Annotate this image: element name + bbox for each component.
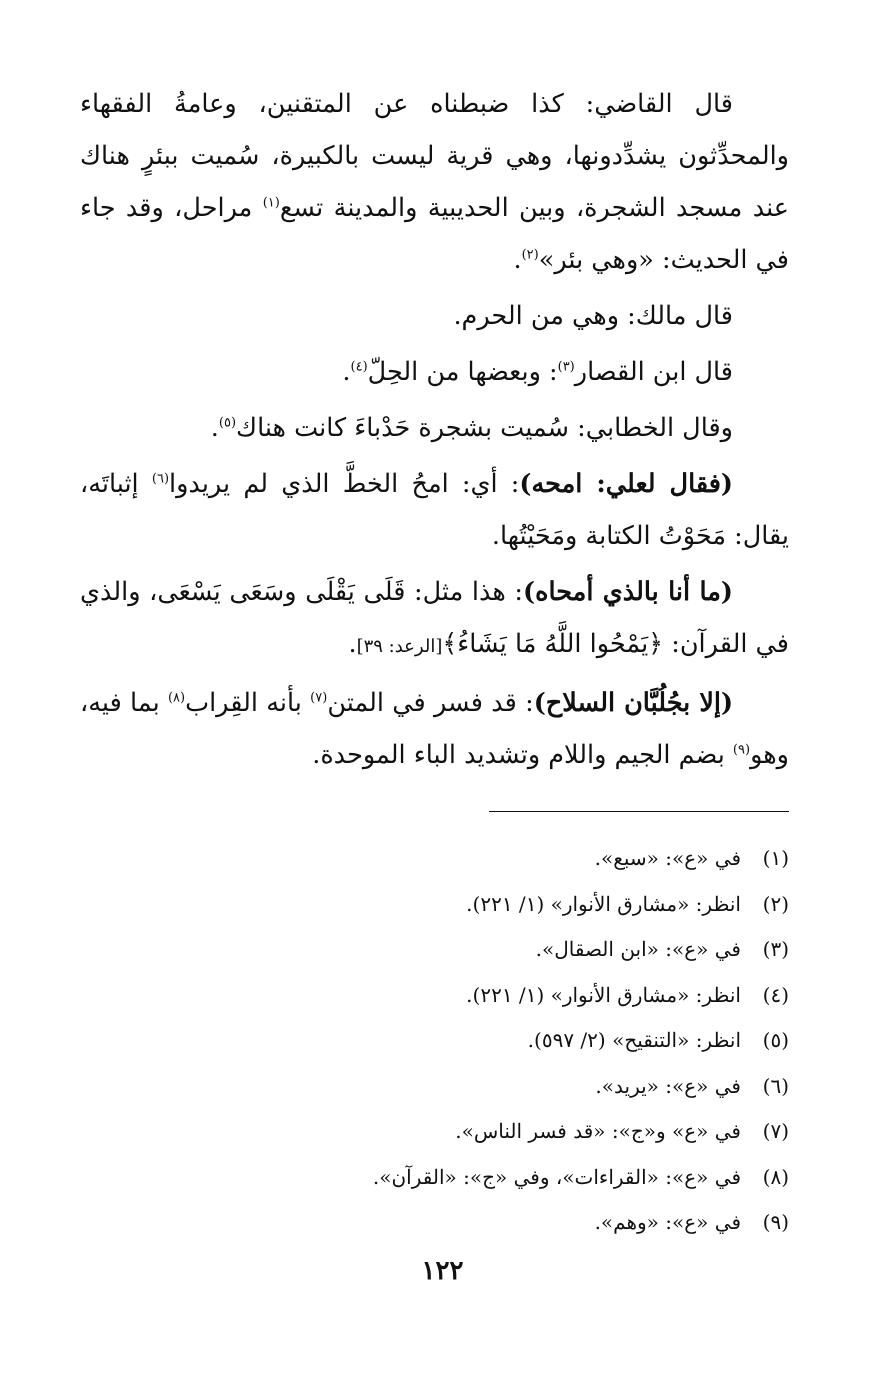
footnote-divider — [489, 811, 789, 812]
footnote-item — [80, 973, 789, 1019]
footnote-text: في «ع»: «يريد». — [595, 1073, 741, 1098]
footnote-ref-2[interactable]: (٢) — [521, 247, 539, 263]
footnote-number: (١) — [762, 846, 789, 870]
main-text — [80, 78, 789, 781]
paragraph-text: : أي: امحُ الخطَّ الذي لم يريدوا — [169, 469, 520, 499]
paragraph-text: بما فيه، وهو — [80, 688, 789, 770]
footnote-text: انظر: «مشارق الأنوار» (١/ ٢٢١). — [466, 982, 741, 1007]
footnote-ref-3[interactable]: (٣) — [557, 359, 575, 375]
footnote-ref-6[interactable]: (٦) — [151, 471, 170, 487]
lemma-heading: (إلا بجُلُبَّان السلاح) — [533, 688, 734, 718]
paragraph-text: : هذا مثل: قَلَى يَقْلَى وسَعَى يَسْعَى، والذي في القرآن: ﴿يَمْحُوا اللَّهُ مَا يَشَاءُ﴾ — [80, 577, 789, 659]
footnote-text: في «ع»: «القراءات»، وفي «ج»: «القرآن». — [372, 1164, 741, 1189]
punctuation: . — [342, 357, 351, 387]
footnote-text: في «ع» و«ج»: «قد فسر الناس». — [455, 1119, 741, 1143]
paragraph-text: بضم الجيم واللام وتشديد الباء الموحدة. — [312, 740, 733, 770]
footnote-number: (٤) — [762, 982, 789, 1007]
paragraph-qadi — [80, 78, 789, 286]
footnote-item — [80, 836, 789, 882]
footnote-number: (٣) — [762, 937, 789, 961]
footnote-text: انظر: «مشارق الأنوار» (١/ ٢٢١). — [466, 891, 741, 916]
paragraph-text: بأنه القِراب — [185, 688, 311, 718]
footnote-number: (٢) — [762, 891, 789, 916]
footnote-ref-1[interactable]: (١) — [262, 195, 280, 211]
paragraph-text: قال ابن القصار — [574, 357, 733, 387]
footnote-text: انظر: «التنقيح» (٢/ ٥٩٧). — [527, 1028, 741, 1052]
footnote-number: (٦) — [762, 1073, 789, 1098]
punctuation: . — [513, 245, 522, 275]
footnote-item — [80, 1109, 789, 1155]
footnote-ref-8[interactable]: (٨) — [167, 690, 186, 706]
paragraph-text: قال القاضي: كذا ضبطناه عن المتقنين، وعامةُ الفقهاء والمحدِّثون يشدِّدونها، وهي قرية ليست بالكبيرة، سُميت ببئرٍ هناك عند مسجد الشجرة، وبين الحديبية والمدينة تسع — [80, 89, 789, 223]
paragraph-julubban — [80, 677, 789, 781]
lemma-heading: (فقال لعلي: امحه) — [519, 469, 733, 499]
paragraph-malik: قال مالك: وهي من الحرم. — [453, 301, 733, 331]
paragraph-text: : وبعضها من الحِلّ — [367, 357, 558, 387]
footnote-ref-7[interactable]: (٧) — [310, 690, 328, 706]
footnote-item — [80, 1064, 789, 1110]
punctuation: . — [348, 629, 357, 659]
footnote-number: (٩) — [762, 1210, 789, 1234]
lemma-heading: (ما أنا بالذي أمحاه) — [523, 577, 733, 607]
footnotes — [80, 826, 789, 1246]
footnote-ref-5[interactable]: (٥) — [218, 415, 237, 431]
paragraph-text: إثباتَه، يقال: مَحَوْتُ الكتابة ومَحَيْتُها. — [80, 469, 789, 551]
paragraph-amhah — [80, 566, 789, 673]
footnote-ref-9[interactable]: (٩) — [732, 742, 751, 758]
paragraph-umhuh — [80, 458, 789, 562]
footnote-number: (٨) — [762, 1164, 789, 1189]
paragraph-khattabi — [80, 402, 789, 454]
footnote-text: في «ع»: «سبع». — [594, 846, 741, 870]
paragraph-text: وقال الخطابي: سُميت بشجرة حَدْباءَ كانت هناك — [236, 413, 733, 443]
paragraph-text: مراحل، وقد جاء في الحديث: «وهي بئر» — [80, 193, 789, 275]
page-number: ١٢٢ — [421, 1256, 464, 1286]
footnote-item — [80, 1018, 789, 1064]
footnote-item — [80, 927, 789, 973]
footnote-item — [80, 1200, 789, 1246]
punctuation: . — [210, 413, 219, 443]
paragraph-ibn-qassar — [80, 346, 789, 398]
footnote-number: (٥) — [762, 1028, 789, 1052]
paragraph-text: : قد فسر في المتن — [327, 688, 534, 718]
footnote-ref-4[interactable]: (٤) — [350, 359, 368, 375]
quran-citation: [الرعد: ٣٩] — [356, 636, 443, 657]
footnote-number: (٧) — [762, 1119, 789, 1143]
footnote-text: في «ع»: «وهم». — [594, 1210, 741, 1234]
footnote-item — [80, 882, 789, 928]
footnote-item — [80, 1155, 789, 1201]
footnote-text: في «ع»: «ابن الصقال». — [535, 937, 741, 961]
